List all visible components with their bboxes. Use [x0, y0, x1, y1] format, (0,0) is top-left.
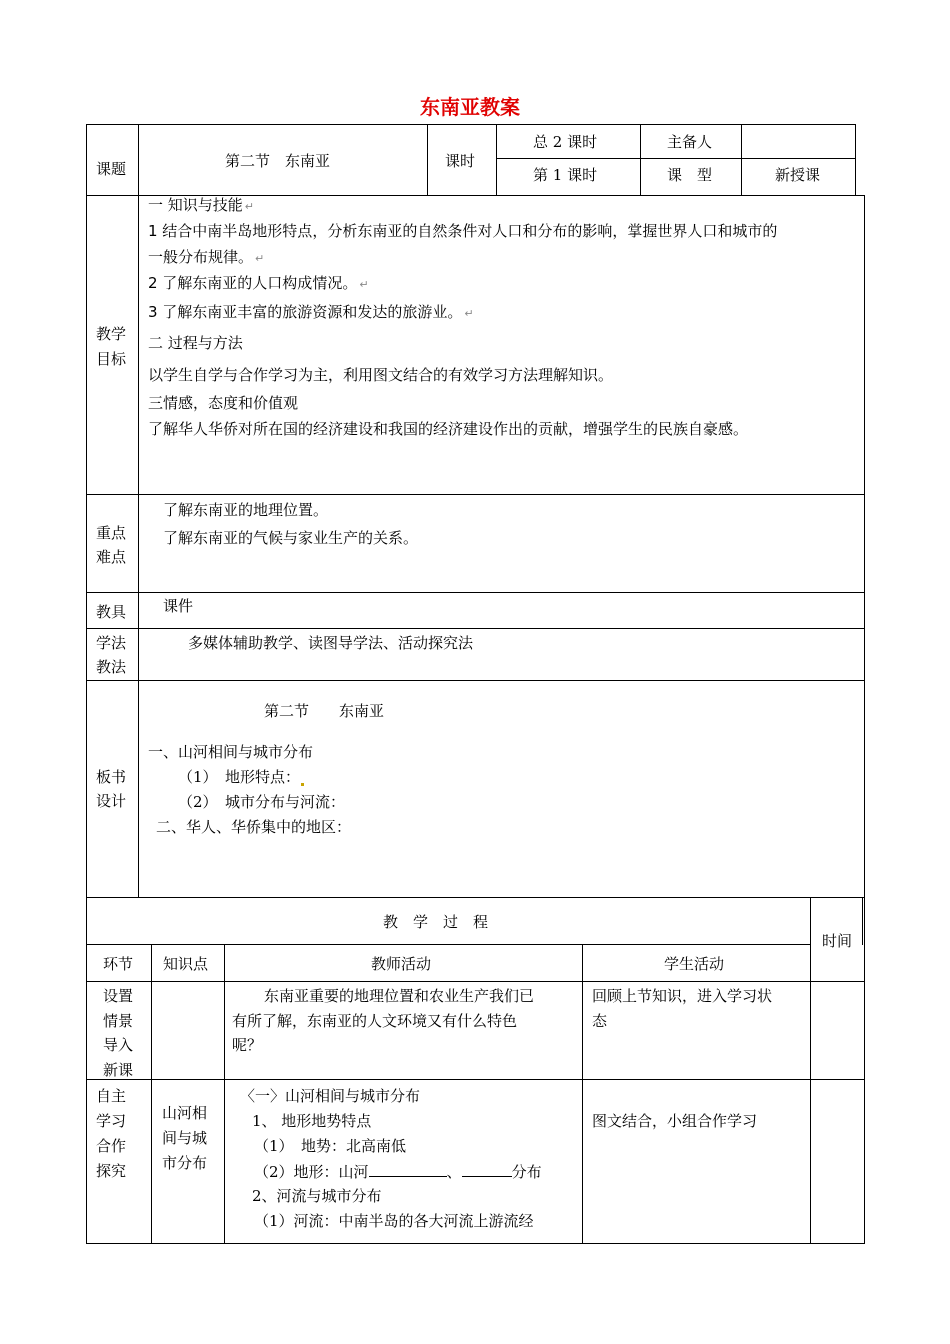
type-value: 新授课	[775, 166, 821, 184]
methods-label-2: 教法	[96, 658, 127, 676]
objective-line: 一般分布规律。 ↵	[148, 248, 265, 266]
keypoint-line: 了解东南亚的地理位置。	[163, 501, 329, 519]
course-label: 课题	[96, 160, 127, 178]
board-line: （2） 城市分布与河流：	[178, 793, 346, 811]
stage-text: 合作	[96, 1137, 127, 1155]
objective-line: 三情感，态度和价值观	[148, 394, 299, 412]
board-line: 一、山河相间与城市分布	[148, 743, 314, 761]
stage-text: 设置	[103, 987, 134, 1005]
methods-label-1: 学法	[96, 634, 127, 652]
hours-label: 课时	[445, 152, 476, 170]
teacher-activity: 1、 地形地势特点	[252, 1112, 372, 1130]
column-header-student: 学生活动	[664, 955, 725, 973]
objective-line: 1 结合中南半岛地形特点，分析东南亚的自然条件对人口和分布的影响，掌握世界人口和城市的	[148, 222, 778, 240]
board-heading: 第二节 东南亚	[264, 702, 385, 720]
current-hours: 第 1 课时	[533, 166, 598, 184]
teacher-activity: 呢？	[232, 1036, 263, 1054]
student-activity: 回顾上节知识，进入学习状	[592, 987, 773, 1005]
knowledge-point: 市分布	[162, 1154, 208, 1172]
board-line: 二、华人、华侨集中的地区：	[156, 818, 352, 836]
student-activity: 图文结合，小组合作学习	[592, 1112, 758, 1130]
stage-text: 新课	[103, 1061, 134, 1079]
stage-text: 情景	[103, 1012, 134, 1030]
process-heading: 教 学 过 程	[383, 913, 489, 931]
stage-text: 导入	[103, 1036, 134, 1054]
methods-value: 多媒体辅助教学、读图导学法、活动探究法	[188, 634, 474, 652]
board-label-2: 设计	[96, 792, 127, 810]
teacher-activity: 2、河流与城市分布	[252, 1187, 382, 1205]
teacher-activity: （1） 地势：北高南低	[254, 1137, 407, 1155]
board-line: （1） 地形特点：	[178, 768, 304, 786]
teacher-activity: （1）河流：中南半岛的各大河流上游流经	[254, 1212, 534, 1230]
objective-line: 3 了解东南亚丰富的旅游资源和发达的旅游业。 ↵	[148, 303, 474, 321]
objective-line: 一 知识与技能 ↵	[148, 196, 254, 214]
teacher-activity: 有所了解，东南亚的人文环境又有什么特色	[232, 1012, 518, 1030]
stage-text: 学习	[96, 1112, 127, 1130]
column-header-teacher: 教师活动	[371, 955, 432, 973]
tools-value: 课件	[163, 597, 194, 615]
student-activity: 态	[592, 1012, 608, 1030]
objective-line: 了解华人华侨对所在国的经济建设和我国的经济建设作出的贡献，增强学生的民族自豪感。	[148, 420, 749, 438]
stage-text: 自主	[96, 1087, 127, 1105]
teacher-activity: （2）地形：山河 、 分布	[254, 1163, 542, 1181]
objective-line: 2 了解东南亚的人口构成情况。 ↵	[148, 274, 369, 292]
column-header-stage: 环节	[103, 955, 134, 973]
keypoint-line: 了解东南亚的气候与家业生产的关系。	[163, 529, 419, 547]
column-header-point: 知识点	[163, 955, 209, 973]
keypoints-label-2: 难点	[96, 548, 127, 566]
fill-blank-2	[462, 1162, 512, 1177]
knowledge-point: 山河相	[162, 1104, 208, 1122]
time-column-header: 时间	[822, 932, 853, 950]
objective-line: 二 过程与方法	[148, 334, 243, 352]
fill-blank-1	[369, 1162, 447, 1177]
objectives-label-2: 目标	[96, 350, 127, 368]
knowledge-point: 间与城	[162, 1129, 208, 1147]
teacher-activity: 〈一〉山河相间与城市分布	[240, 1087, 421, 1105]
tools-label: 教具	[96, 603, 127, 621]
type-label: 课 型	[667, 166, 713, 184]
preparer-label: 主备人	[667, 133, 713, 151]
total-hours: 总 2 课时	[533, 133, 598, 151]
objectives-label-1: 教学	[96, 325, 127, 343]
objective-line: 以学生自学与合作学习为主，利用图文结合的有效学习方法理解知识。	[148, 366, 614, 384]
document-title: 东南亚教案	[420, 95, 520, 119]
stage-text: 探究	[96, 1162, 127, 1180]
board-label-1: 板书	[96, 768, 127, 786]
course-value: 第二节 东南亚	[225, 152, 331, 170]
keypoints-label-1: 重点	[96, 524, 127, 542]
teacher-activity: 东南亚重要的地理位置和农业生产我们已	[264, 987, 535, 1005]
